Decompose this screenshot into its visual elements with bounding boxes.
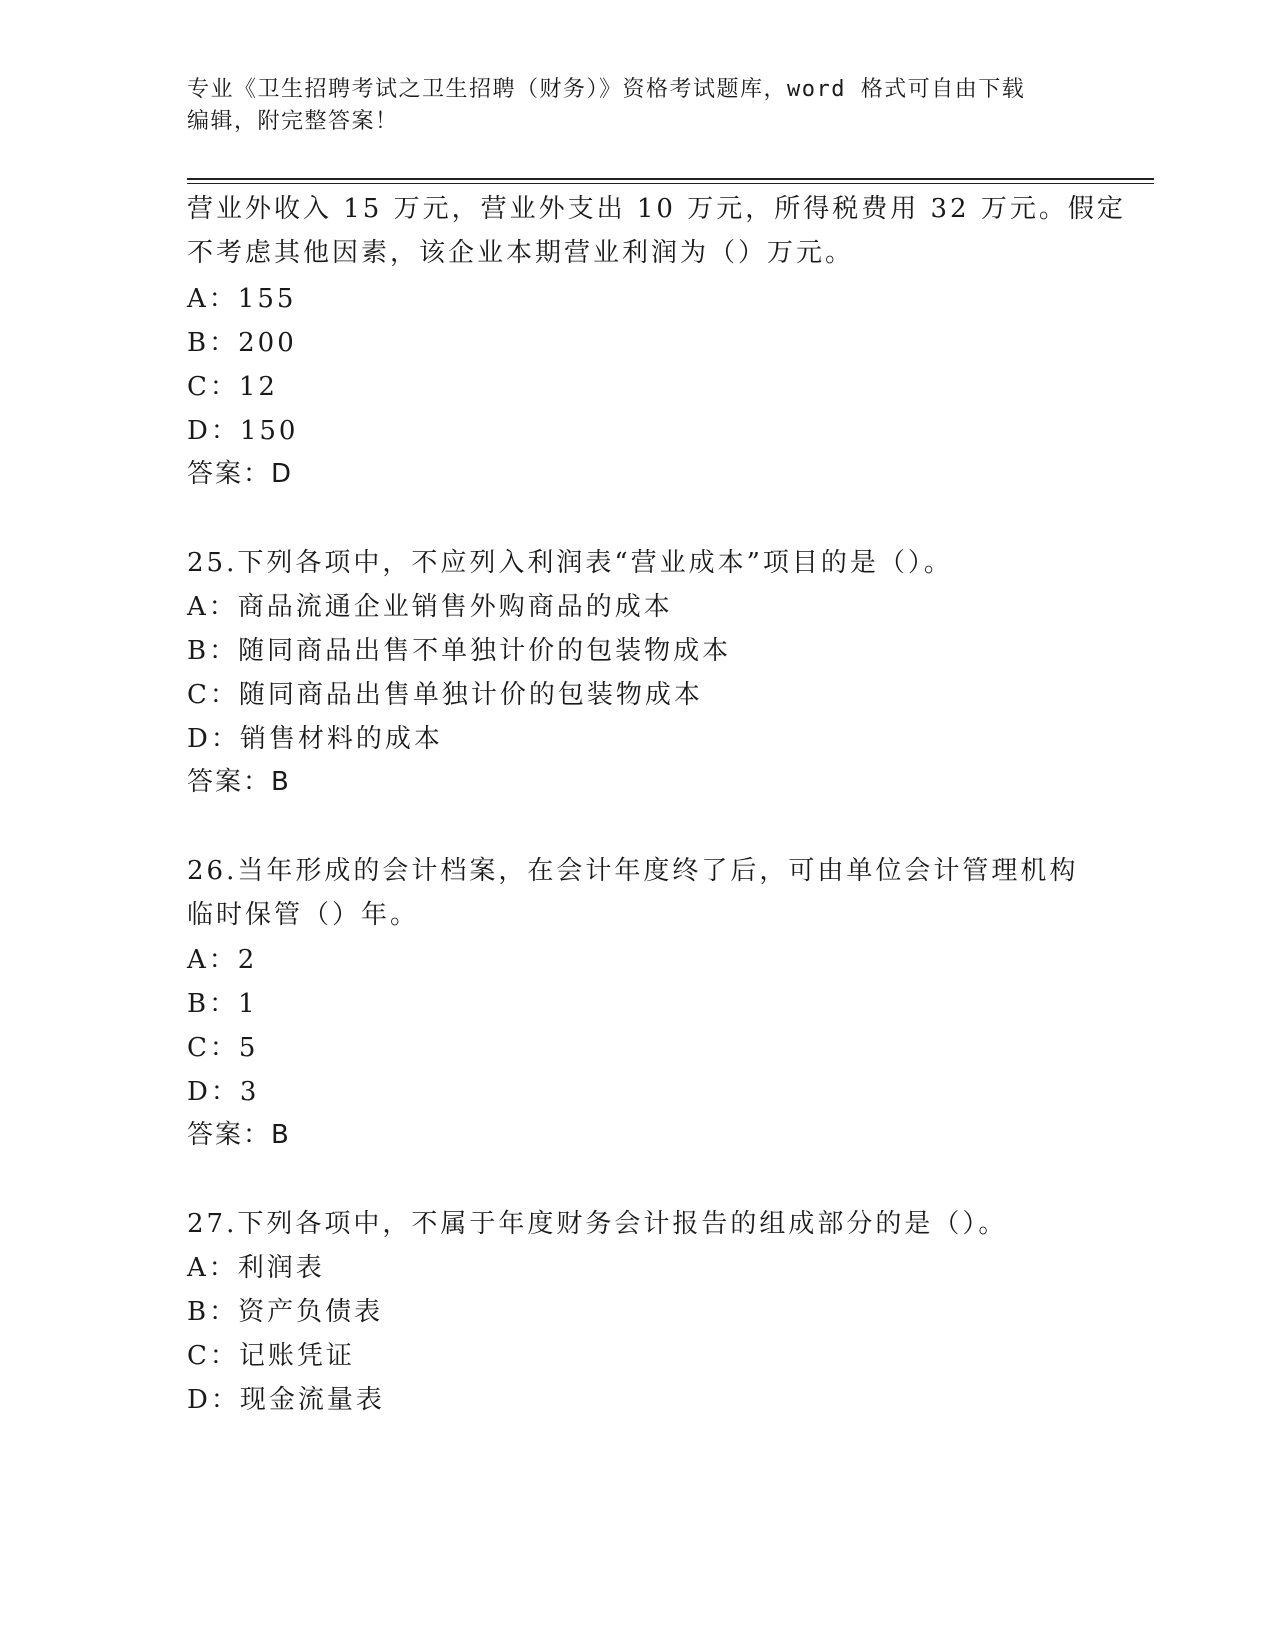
header-line-1: 专业《卫生招聘考试之卫生招聘（财务）》资格考试题库，word 格式可自由下载	[187, 77, 1026, 102]
document-header	[187, 74, 1067, 138]
header-line-2: 编辑，附完整答案！	[187, 109, 399, 134]
q26-option-d: D：3	[187, 1077, 260, 1107]
q24-stem-line-1: 营业外收入 15 万元，营业外支出 10 万元，所得税费用 32 万元。假定	[187, 194, 1126, 224]
q26-option-c: C：5	[187, 1033, 259, 1063]
q24-stem-line-2: 不考虑其他因素，该企业本期营业利润为（）万元。	[187, 238, 855, 268]
header-rule-thick	[187, 178, 1154, 180]
q27-option-c: C：记账凭证	[187, 1341, 355, 1371]
q24-answer: 答案：D	[187, 459, 294, 489]
q24-option-d: D：150	[187, 416, 299, 446]
q26-option-a: A：2	[187, 945, 258, 975]
q25-stem-line-1: 25.下列各项中，不应列入利润表“营业成本”项目的是（）。	[187, 548, 953, 578]
q26-answer: 答案：B	[187, 1120, 291, 1150]
q24-option-a: A：155	[187, 284, 297, 314]
q27-option-a: A：利润表	[187, 1253, 325, 1283]
q24-option-c: C：12	[187, 372, 278, 402]
q27-option-b: B：资产负债表	[187, 1297, 384, 1327]
q26-stem-line-2: 临时保管（）年。	[187, 900, 420, 930]
q27-stem-line-1: 27.下列各项中，不属于年度财务会计报告的组成部分的是（）。	[187, 1209, 1008, 1239]
q27-option-d: D：现金流量表	[187, 1385, 385, 1415]
q26-option-b: B：1	[187, 989, 258, 1019]
q25-answer: 答案：B	[187, 767, 291, 797]
q25-option-c: C：随同商品出售单独计价的包装物成本	[187, 680, 703, 710]
header-rule-thin	[187, 183, 1154, 184]
q26-stem-line-1: 26.当年形成的会计档案，在会计年度终了后，可由单位会计管理机构	[187, 856, 1079, 886]
q25-option-b: B：随同商品出售不单独计价的包装物成本	[187, 636, 732, 666]
q25-option-d: D：销售材料的成本	[187, 724, 443, 754]
q24-option-b: B：200	[187, 328, 297, 358]
q25-option-a: A：商品流通企业销售外购商品的成本	[187, 592, 673, 622]
